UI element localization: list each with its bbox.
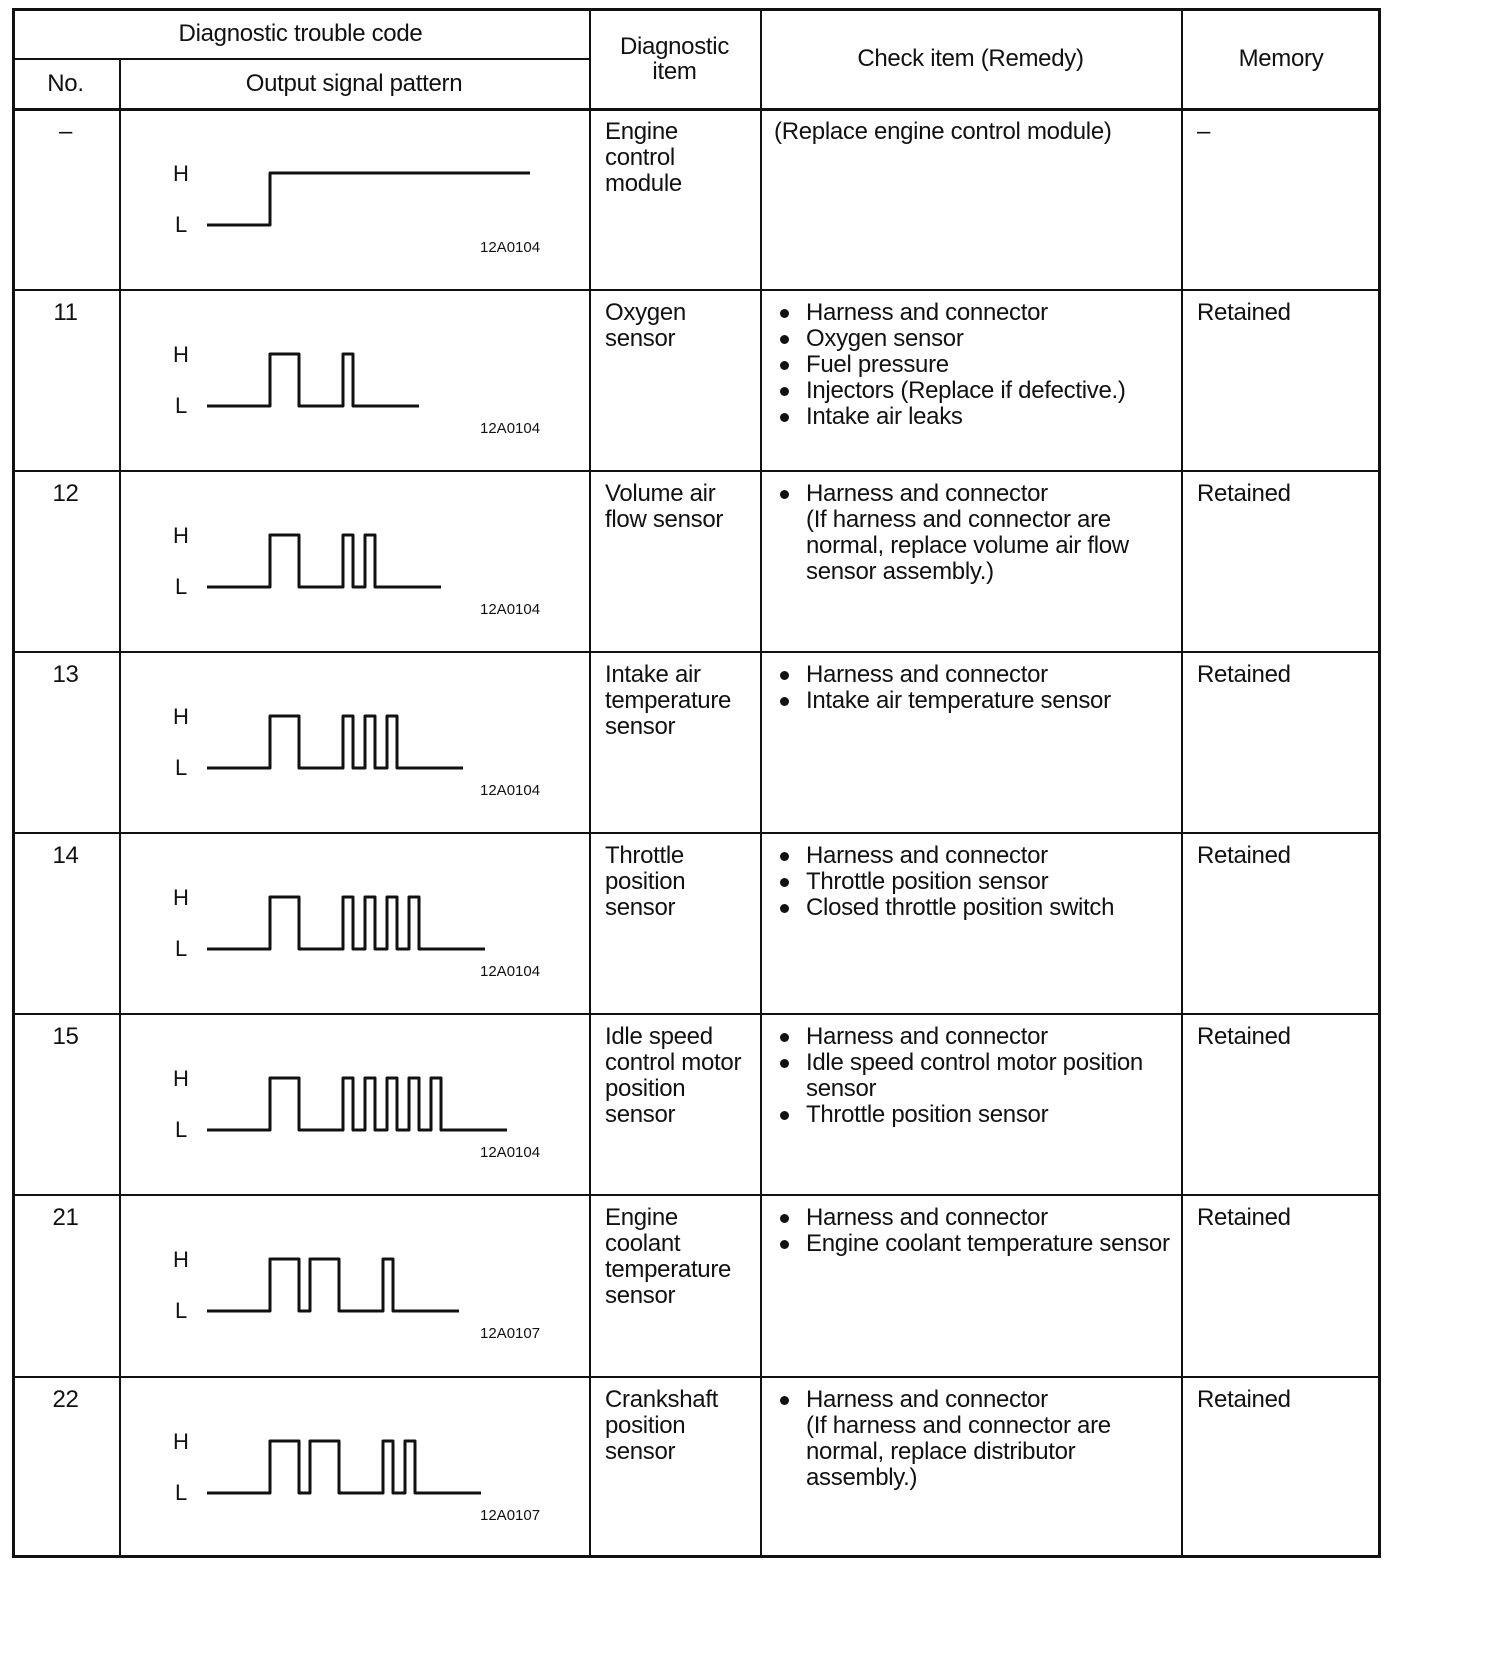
header-output-signal-pattern: Output signal pattern [245, 70, 463, 97]
check-item: Intake air leaks [774, 404, 1173, 430]
output-signal-pattern [119, 109, 589, 290]
output-signal-pattern [119, 290, 589, 471]
signal-low-label: L [175, 1480, 188, 1505]
table-horizontal-rule [12, 58, 589, 60]
check-item-note: (If harness and connector are normal, replace distributor assembly.) [806, 1412, 1111, 1491]
table-horizontal-rule [12, 289, 1381, 291]
figure-code: 12A0104 [480, 239, 541, 256]
check-item: Harness and connector [774, 1387, 1173, 1413]
check-item: Injectors (Replace if defective.) [774, 378, 1173, 404]
check-item-remedy [760, 833, 1181, 1014]
dtc-number: 21 [52, 1204, 79, 1231]
output-signal-pattern [119, 1377, 589, 1558]
diagnostic-item: Crankshaft position sensor [605, 1386, 719, 1465]
check-item: Throttle position sensor [774, 1102, 1173, 1128]
signal-waveform [119, 1377, 589, 1558]
signal-high-label: H [173, 704, 189, 729]
table-vertical-rule [589, 8, 591, 1558]
header-memory: Memory [1238, 44, 1324, 72]
check-item: Harness and connector [774, 481, 1173, 507]
diagnostic-item: Throttle position sensor [605, 842, 686, 921]
memory-status: Retained [1197, 661, 1291, 688]
check-item-remedy [760, 109, 1181, 290]
check-item-remedy [760, 1377, 1181, 1558]
diagnostic-item: Volume air flow sensor [605, 480, 724, 533]
dtc-number: 22 [52, 1386, 79, 1413]
check-item-list [774, 1024, 1173, 1128]
check-item-remedy [760, 1014, 1181, 1195]
figure-code: 12A0107 [480, 1507, 541, 1524]
signal-high-label: H [173, 523, 189, 548]
check-item-list [774, 1205, 1173, 1257]
signal-waveform [119, 471, 589, 652]
check-item-list [774, 662, 1173, 714]
signal-waveform [119, 290, 589, 471]
check-item-remedy [760, 1195, 1181, 1376]
memory-status: – [1197, 118, 1211, 145]
table-horizontal-rule [12, 1194, 1381, 1196]
signal-low-label: L [175, 574, 188, 599]
waveform-trace [207, 354, 419, 406]
signal-high-label: H [173, 1429, 189, 1454]
signal-low-label: L [175, 393, 188, 418]
check-item: Harness and connector [774, 300, 1173, 326]
check-item: Engine coolant temperature sensor [774, 1231, 1173, 1257]
diagnostic-item: Engine control module [605, 118, 682, 197]
signal-high-label: H [173, 885, 189, 910]
figure-code: 12A0104 [480, 1144, 541, 1161]
table-horizontal-rule [12, 651, 1381, 653]
signal-waveform [119, 109, 589, 290]
check-item: Harness and connector [774, 1024, 1173, 1050]
memory-status: Retained [1197, 1023, 1291, 1050]
table-horizontal-rule [12, 8, 1381, 11]
dtc-number: 11 [53, 299, 78, 326]
signal-low-label: L [175, 936, 188, 961]
table-horizontal-rule [12, 1013, 1381, 1015]
check-item: Oxygen sensor [774, 326, 1173, 352]
signal-low-label: L [175, 212, 188, 237]
waveform-trace [207, 897, 485, 949]
check-item: Fuel pressure [774, 352, 1173, 378]
figure-code: 12A0104 [480, 782, 541, 799]
output-signal-pattern [119, 833, 589, 1014]
check-item: Harness and connector [774, 843, 1173, 869]
check-item-note: (If harness and connector are normal, replace volume air flow sensor assembly.) [806, 506, 1129, 585]
header-diagnostic-item: Diagnostic item [619, 32, 730, 85]
output-signal-pattern [119, 1195, 589, 1376]
waveform-trace [207, 173, 530, 225]
signal-high-label: H [173, 342, 189, 367]
header-check-item: Check item (Remedy) [857, 44, 1084, 72]
memory-status: Retained [1197, 1204, 1291, 1231]
dtc-number: 15 [52, 1023, 79, 1050]
waveform-trace [207, 535, 441, 587]
table-vertical-rule [1181, 8, 1183, 1558]
check-item: Idle speed control motor position sensor [774, 1050, 1173, 1102]
diagnostic-trouble-code-table [12, 8, 1381, 1558]
check-item-list [774, 1387, 1173, 1413]
waveform-trace [207, 716, 463, 768]
output-signal-pattern [119, 471, 589, 652]
table-vertical-rule [760, 8, 762, 1558]
memory-status: Retained [1197, 299, 1291, 326]
signal-high-label: H [173, 161, 189, 186]
waveform-trace [207, 1441, 481, 1493]
dtc-number: 12 [52, 480, 79, 507]
check-item-list [774, 300, 1173, 430]
check-item: Harness and connector [774, 1205, 1173, 1231]
table-vertical-rule [12, 8, 15, 1558]
diagnostic-item: Oxygen sensor [605, 299, 686, 352]
table-horizontal-rule [12, 1376, 1381, 1378]
diagnostic-item: Idle speed control motor position sensor [605, 1023, 742, 1128]
check-item: Closed throttle position switch [774, 895, 1173, 921]
table-horizontal-rule [12, 470, 1381, 472]
signal-waveform [119, 1014, 589, 1195]
check-item: Throttle position sensor [774, 869, 1173, 895]
figure-code: 12A0104 [480, 601, 541, 618]
header-no: No. [47, 70, 84, 97]
table-horizontal-rule [12, 832, 1381, 834]
signal-high-label: H [173, 1247, 189, 1272]
figure-code: 12A0104 [480, 420, 541, 437]
dtc-number: – [58, 118, 73, 145]
header-dtc-group: Diagnostic trouble code [178, 19, 423, 47]
signal-low-label: L [175, 1117, 188, 1142]
signal-waveform [119, 652, 589, 833]
table-vertical-rule [119, 58, 121, 1558]
signal-high-label: H [173, 1066, 189, 1091]
dtc-number: 14 [52, 842, 79, 869]
diagnostic-item: Engine coolant temperature sensor [605, 1204, 732, 1309]
check-item-remedy [760, 652, 1181, 833]
check-remedy-text: (Replace engine control module) [774, 118, 1112, 145]
check-item-list [774, 481, 1173, 507]
waveform-trace [207, 1259, 459, 1311]
signal-waveform [119, 833, 589, 1014]
output-signal-pattern [119, 652, 589, 833]
waveform-trace [207, 1078, 507, 1130]
table-horizontal-rule [12, 108, 1381, 111]
memory-status: Retained [1197, 480, 1291, 507]
figure-code: 12A0107 [480, 1325, 541, 1342]
check-item-remedy [760, 290, 1181, 471]
table-horizontal-rule [12, 1555, 1381, 1558]
memory-status: Retained [1197, 842, 1291, 869]
check-item: Intake air temperature sensor [774, 688, 1173, 714]
table-vertical-rule [1378, 8, 1381, 1558]
signal-low-label: L [175, 755, 188, 780]
output-signal-pattern [119, 1014, 589, 1195]
check-item: Harness and connector [774, 662, 1173, 688]
dtc-number: 13 [52, 661, 79, 688]
signal-low-label: L [175, 1298, 188, 1323]
memory-status: Retained [1197, 1386, 1291, 1413]
signal-waveform [119, 1195, 589, 1376]
check-item-list [774, 843, 1173, 921]
figure-code: 12A0104 [480, 963, 541, 980]
diagnostic-item: Intake air temperature sensor [605, 661, 732, 740]
check-item-remedy [760, 471, 1181, 652]
